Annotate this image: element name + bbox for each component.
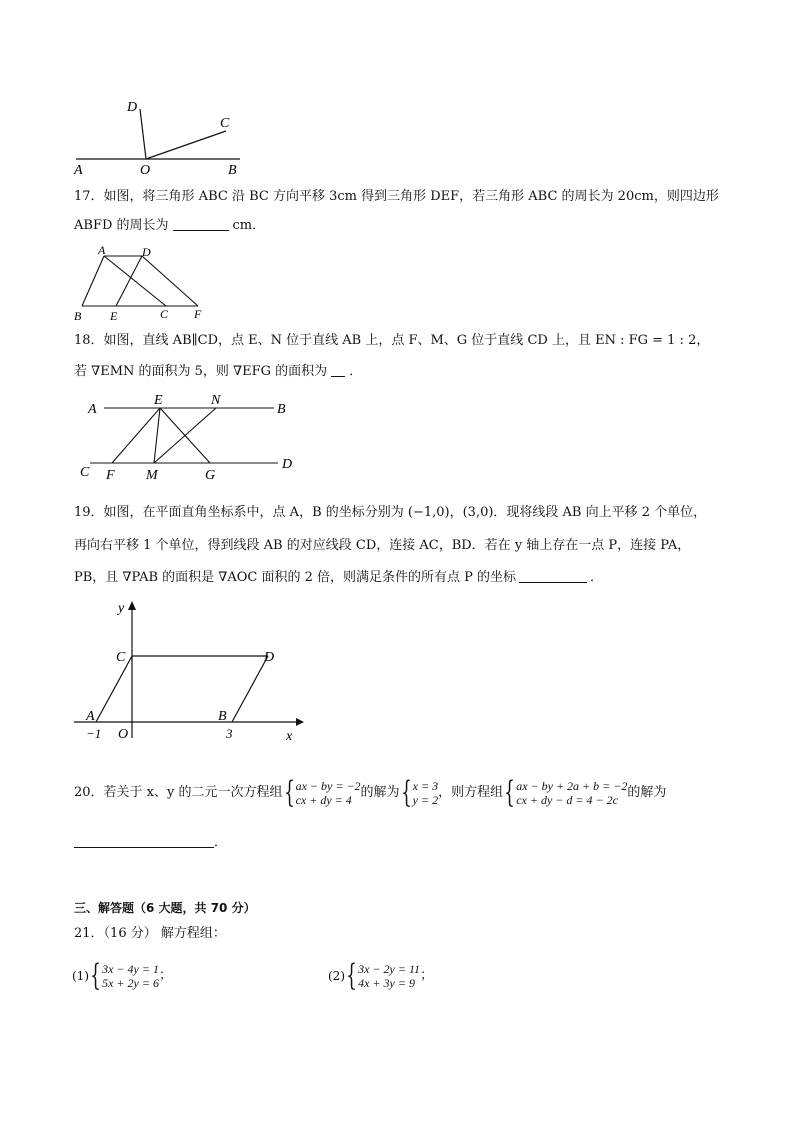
label-A: A (74, 163, 83, 178)
q20-solution (400, 775, 439, 810)
q19-label-B: B (218, 709, 227, 724)
q20-sol-x: x = 3 (412, 779, 439, 793)
q19-end: ． (590, 570, 604, 585)
q17-label-E: E (110, 309, 118, 323)
q17-label-C: C (160, 307, 169, 321)
q18-answer-blank[interactable] (331, 364, 345, 377)
q17-text-2: ABFD 的周长为 (74, 218, 169, 233)
q20-sys2-eq2: cx + dy − d = 4 − 2c (516, 793, 618, 807)
q17-label-D: D (142, 245, 151, 259)
q19-line2 (74, 537, 690, 555)
q19-label-x: x (286, 729, 293, 744)
q20-sol-y: y = 2 (412, 793, 439, 807)
q21-part-2 (328, 958, 433, 994)
q20-number: 20． (74, 785, 104, 800)
q20-system-1 (283, 775, 361, 810)
q21-p1-brace: { (90, 958, 101, 993)
q18-end: ． (349, 364, 363, 379)
q19-label-A: A (86, 709, 95, 724)
q17-answer-blank[interactable] (173, 218, 229, 231)
q19-label-C: C (116, 650, 126, 665)
q17-number: 17． (74, 189, 104, 204)
q21-p2-end: ； (420, 968, 434, 983)
q19-label-D: D (264, 650, 275, 665)
q18-text: 如图，直线 AB∥CD，点 E、N 位于直线 AB 上，点 F、M、G 位于直线 CD 上，且 EN : FG = 1 : 2， (103, 333, 710, 348)
q18-label-F: F (106, 468, 115, 483)
q17-label-B: B (74, 309, 82, 323)
q19-line1 (74, 504, 706, 522)
q20-sys1-eq1: ax − by = −2 (295, 779, 361, 793)
q17-line2 (74, 217, 265, 235)
q20-line1 (74, 775, 666, 811)
q18-line2 (74, 363, 362, 381)
q20-mid1: 的解为 (360, 785, 400, 800)
q20-mid2: ，则方程组 (438, 785, 504, 800)
q20-system-2 (503, 775, 628, 810)
figure-q17 (70, 244, 210, 322)
section-3-title: 三、解答题（6 大题，共 70 分） (74, 901, 256, 915)
q18-number: 18． (74, 333, 104, 348)
label-D: D (127, 100, 138, 115)
q19-number: 19． (74, 505, 104, 520)
q21-p1-label: (1) (72, 969, 89, 983)
q20-pre: 若关于 x、y 的二元一次方程组 (103, 785, 283, 800)
q21-text: （16 分） 解方程组： (103, 926, 226, 941)
q18-text-2: 若 ∇EMN 的面积为 5，则 ∇EFG 的面积为 (74, 364, 328, 379)
q18-label-G: G (205, 468, 216, 483)
q21-p1-end: ； (158, 968, 172, 983)
q17-line1 (74, 188, 719, 206)
q20-post: 的解为 (627, 785, 667, 800)
q21-line1 (74, 925, 226, 943)
q20-end: ． (214, 835, 228, 850)
q18-label-D: D (282, 457, 293, 472)
q21-p2-label: (2) (328, 969, 345, 983)
q19-tick-neg1: −1 (86, 726, 102, 741)
q19-text-2: 再向右平移 1 个单位，得到线段 AB 的对应线段 CD，连接 AC，BD．若在 y 轴上存在一点 P，连接 PA， (74, 538, 691, 553)
q18-label-A: A (88, 402, 97, 417)
q21-p2-eq1: 3x − 2y = 11 (358, 962, 421, 976)
q17-label-A: A (98, 243, 106, 257)
q19-tick-3: 3 (226, 726, 233, 741)
q20-brace-2: { (400, 775, 412, 810)
q18-label-N: N (211, 393, 221, 408)
q19-answer-blank[interactable] (519, 570, 587, 583)
q17-unit: cm． (232, 218, 266, 233)
q20-answer-blank[interactable] (74, 835, 214, 848)
q20-line2 (74, 834, 227, 852)
q18-label-C: C (80, 465, 90, 480)
figure-angles (70, 95, 250, 177)
q20-sys2-eq1: ax − by + 2a + b = −2 (516, 779, 628, 793)
label-C: C (220, 116, 230, 131)
q19-label-O: O (118, 727, 129, 742)
q21-p2-eq2: 4x + 3y = 9 (358, 976, 415, 990)
q21-p2-brace: { (346, 958, 357, 993)
q19-label-y: y (118, 601, 125, 616)
q21-part-1 (72, 958, 172, 994)
q20-sys1-eq2: cx + dy = 4 (295, 793, 352, 807)
q21-p2-system (345, 958, 421, 993)
figure-q18 (80, 392, 304, 484)
label-B: B (228, 163, 237, 178)
q21-p1-eq2: 5x + 2y = 6 (102, 976, 159, 990)
q18-label-B: B (277, 402, 286, 417)
q21-number: 21． (74, 926, 104, 941)
q21-p1-system (89, 958, 159, 993)
label-O: O (140, 163, 151, 178)
q18-line1 (74, 332, 709, 350)
q19-line3 (74, 569, 603, 587)
figure-q19-coordinate-plane (70, 598, 310, 746)
q19-text: 如图，在平面直角坐标系中，点 A，B 的坐标分别为 (−1,0)，(3,0)．现将线段 AB 向上平移 2 个单位， (103, 505, 707, 520)
q20-brace-1: { (283, 775, 295, 810)
q17-text: 如图，将三角形 ABC 沿 BC 方向平移 3cm 得到三角形 DEF，若三角形 ABC 的周长为 20cm，则四边形 (103, 189, 719, 204)
q18-label-M: M (146, 468, 158, 483)
q17-label-F: F (194, 307, 202, 321)
q18-label-E: E (154, 393, 163, 408)
q20-brace-3: { (504, 775, 515, 810)
q19-text-3: PB，且 ∇PAB 的面积是 ∇AOC 面积的 2 倍，则满足条件的所有点 P 的坐标 (74, 570, 517, 585)
q21-p1-eq1: 3x − 4y = 1 (102, 962, 159, 976)
